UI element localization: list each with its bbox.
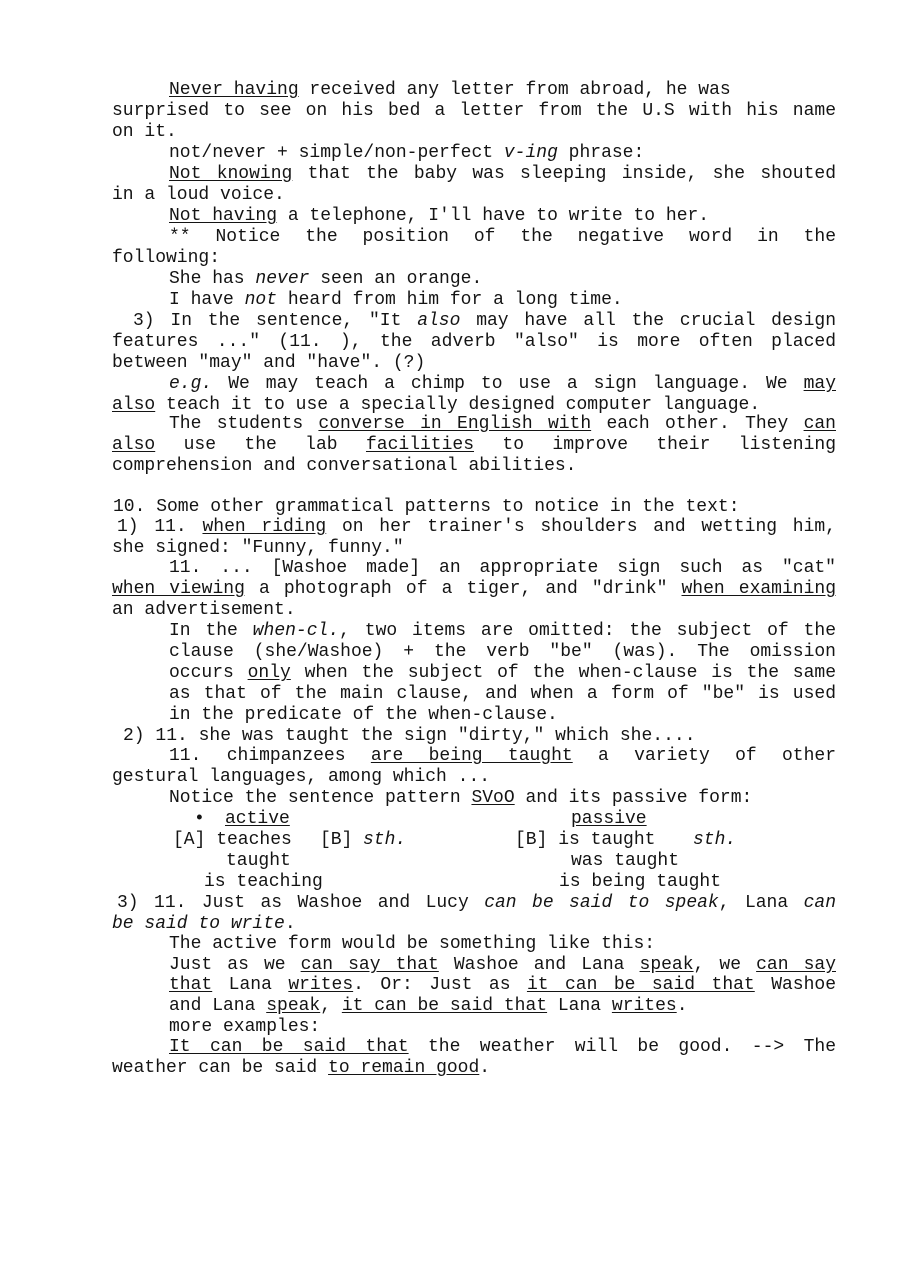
text-run: a telephone, I'll have to write to her.: [277, 206, 710, 226]
underlined-phrase: speak: [639, 955, 694, 975]
text-run: Notice the sentence pattern: [169, 788, 472, 808]
italic-phrase: not: [244, 290, 278, 310]
text-run: ,: [320, 996, 342, 1016]
text-line: [112, 122, 836, 143]
text-line: [169, 269, 836, 290]
text-run: 3) 11. Just as Washoe and Lucy: [117, 893, 485, 913]
italic-phrase: e.g.: [169, 374, 213, 394]
text-line: [169, 746, 836, 767]
passive-header: passive: [571, 809, 647, 829]
text-run: surprised to see on his bed a letter from the U.S with his name: [112, 101, 836, 121]
text-line: [169, 996, 836, 1017]
text-run: Lana: [547, 996, 612, 1016]
underlined-phrase: speak: [266, 996, 321, 1016]
text-run: , two items are omitted: the subject of the: [339, 621, 836, 641]
italic-phrase: v-ing: [503, 143, 558, 163]
text-line: [169, 143, 836, 164]
text-run: teach it to use a specially designed computer language.: [155, 395, 761, 415]
passive-cell: sth.: [693, 830, 737, 850]
text-run: gestural languages, among which ...: [112, 767, 491, 787]
text-line: [112, 395, 836, 416]
text-line: [169, 290, 836, 311]
underlined-phrase: writes: [611, 996, 677, 1016]
italic-phrase: never: [255, 269, 310, 289]
italic-phrase: be said to write: [112, 914, 285, 934]
underlined-phrase: may: [803, 374, 836, 394]
text-run: each other. They: [591, 414, 804, 434]
text-line: [169, 414, 836, 435]
text-line: [117, 517, 836, 538]
text-line: [169, 642, 836, 663]
text-run: Washoe and Lana: [438, 955, 640, 975]
underlined-phrase: Not having: [169, 206, 278, 226]
text-line: [112, 332, 836, 353]
text-line: [112, 1058, 836, 1079]
text-run: seen an orange.: [309, 269, 483, 289]
italic-phrase: when-cl.: [252, 621, 340, 641]
text-line: [169, 374, 836, 395]
active-header: active: [225, 809, 290, 829]
text-run: when the subject of the when-clause is the same: [290, 663, 837, 683]
text-run: an advertisement.: [112, 600, 296, 620]
text-line: [169, 934, 836, 955]
active-cell: is teaching: [204, 872, 323, 892]
underlined-phrase: Not knowing: [169, 164, 293, 184]
text-run: features ..." (11. ), the adverb "also" is more often placed: [112, 332, 836, 352]
italic-phrase: also: [417, 311, 461, 331]
active-cell: taught: [226, 851, 291, 871]
passive-cell: was taught: [571, 851, 680, 871]
text-line: [169, 788, 836, 809]
text-run: that the baby was sleeping inside, she shouted: [292, 164, 836, 184]
underlined-phrase: when examining: [681, 579, 836, 599]
text-run: clause (she/Washoe) + the verb "be" (was). The omission: [169, 642, 836, 662]
text-run: , Lana: [718, 893, 804, 913]
underlined-phrase: facilities: [365, 435, 475, 455]
text-line: [112, 914, 836, 935]
underlined-phrase: can say: [756, 955, 836, 975]
underlined-phrase: also: [112, 395, 156, 415]
text-line: [169, 684, 836, 705]
text-line: [112, 353, 836, 374]
text-run: .: [676, 996, 688, 1016]
underlined-phrase: it can be said that: [526, 975, 755, 995]
underlined-phrase: when viewing: [112, 579, 245, 599]
text-line: [169, 227, 836, 248]
text-run: 3) In the sentence, "It: [133, 311, 418, 331]
text-line: [169, 1017, 836, 1038]
text-run: on her trainer's shoulders and wetting him,: [326, 517, 836, 537]
text-run: 11. chimpanzees: [169, 746, 371, 766]
underlined-phrase: are being taught: [370, 746, 573, 766]
text-run: She has: [169, 269, 256, 289]
underlined-phrase: only: [247, 663, 291, 683]
text-run: and Lana: [169, 996, 267, 1016]
underlined-phrase: converse in English with: [318, 414, 592, 434]
text-line: [112, 456, 836, 477]
text-line: [112, 435, 836, 456]
text-run: 11. ... [Washoe made] an appropriate sign such as "cat": [169, 558, 836, 578]
text-line: [123, 726, 847, 747]
text-run: in the predicate of the when-clause.: [169, 705, 558, 725]
text-run: The active form would be something like this:: [169, 934, 656, 954]
text-run: the weather will be good. --> The: [408, 1037, 837, 1057]
text-line: [112, 101, 836, 122]
text-run: . Or: Just as: [353, 975, 527, 995]
text-run: The students: [169, 414, 319, 434]
underlined-phrase: can say that: [300, 955, 439, 975]
text-line: [169, 164, 836, 185]
text-line: [112, 538, 836, 559]
text-run: she signed: "Funny, funny.": [112, 538, 404, 558]
text-line: [112, 767, 836, 788]
text-line: [112, 185, 836, 206]
text-run: 2) 11. she was taught the sign "dirty," which she....: [123, 726, 696, 746]
text-run: may have all the crucial design: [460, 311, 836, 331]
text-line: [169, 621, 836, 642]
text-run: 1) 11.: [117, 517, 203, 537]
text-line: [112, 600, 836, 621]
text-run: weather can be said: [112, 1058, 329, 1078]
underlined-phrase: that: [169, 975, 213, 995]
text-run: 10. Some other grammatical patterns to notice in the text:: [113, 497, 740, 517]
text-line: [112, 248, 836, 269]
text-run: following:: [112, 248, 221, 268]
underlined-phrase: it can be said that: [341, 996, 548, 1016]
underlined-phrase: when riding: [202, 517, 327, 537]
text-run: , we: [693, 955, 757, 975]
active-cell: [A] teaches: [173, 830, 292, 850]
text-line: [133, 311, 836, 332]
text-run: Just as we: [169, 955, 301, 975]
text-run: comprehension and conversational abilities.: [112, 456, 577, 476]
text-run: .: [284, 914, 296, 934]
text-line: [169, 206, 836, 227]
text-line: [169, 663, 836, 684]
underlined-phrase: Never having: [169, 80, 299, 100]
text-run: a photograph of a tiger, and "drink": [244, 579, 682, 599]
text-line: [169, 955, 836, 976]
text-line: [112, 579, 836, 600]
text-run: occurs: [169, 663, 248, 683]
underlined-phrase: also: [112, 435, 156, 455]
text-run: as that of the main clause, and when a form of "be" is used: [169, 684, 836, 704]
text-line: [169, 558, 836, 579]
text-run: .: [479, 1058, 491, 1078]
text-line: [169, 1037, 836, 1058]
text-run: on it.: [112, 122, 177, 142]
text-run: ** Notice the position of the negative word in the: [169, 227, 836, 247]
text-run: between "may" and "have". (?): [112, 353, 426, 373]
text-line: [169, 80, 836, 101]
underlined-phrase: writes: [288, 975, 354, 995]
section-heading: [113, 497, 837, 518]
passive-cell: is being taught: [559, 872, 722, 892]
text-run: to improve their listening: [474, 435, 836, 455]
text-run: more examples:: [169, 1017, 321, 1037]
text-run: and its passive form:: [514, 788, 753, 808]
underlined-phrase: can: [803, 414, 836, 434]
text-run: use the lab: [155, 435, 366, 455]
text-line: [117, 893, 836, 914]
text-run: phrase:: [557, 143, 645, 163]
text-run: not/never + simple/non-perfect: [169, 143, 504, 163]
text-run: Washoe: [754, 975, 837, 995]
text-run: heard from him for a long time.: [277, 290, 623, 310]
text-run: I have: [169, 290, 245, 310]
italic-phrase: can be said to speak: [484, 893, 719, 913]
text-run: In the: [169, 621, 253, 641]
text-line: [169, 975, 836, 996]
text-run: a variety of other: [572, 746, 837, 766]
passive-cell: [B] is taught: [515, 830, 656, 850]
text-line: [169, 705, 836, 726]
bullet-icon: •: [194, 809, 205, 829]
text-run: We may teach a chimp to use a sign language. We: [212, 374, 804, 394]
italic-phrase: can: [803, 893, 836, 913]
underlined-phrase: It can be said that: [169, 1037, 409, 1057]
text-run: Lana: [212, 975, 289, 995]
text-run: received any letter from abroad, he was: [298, 80, 731, 100]
underlined-phrase: to remain good: [328, 1058, 480, 1078]
active-cell: [B]: [320, 830, 353, 850]
underlined-phrase: SVoO: [471, 788, 515, 808]
text-run: in a loud voice.: [112, 185, 285, 205]
active-cell: sth.: [363, 830, 407, 850]
